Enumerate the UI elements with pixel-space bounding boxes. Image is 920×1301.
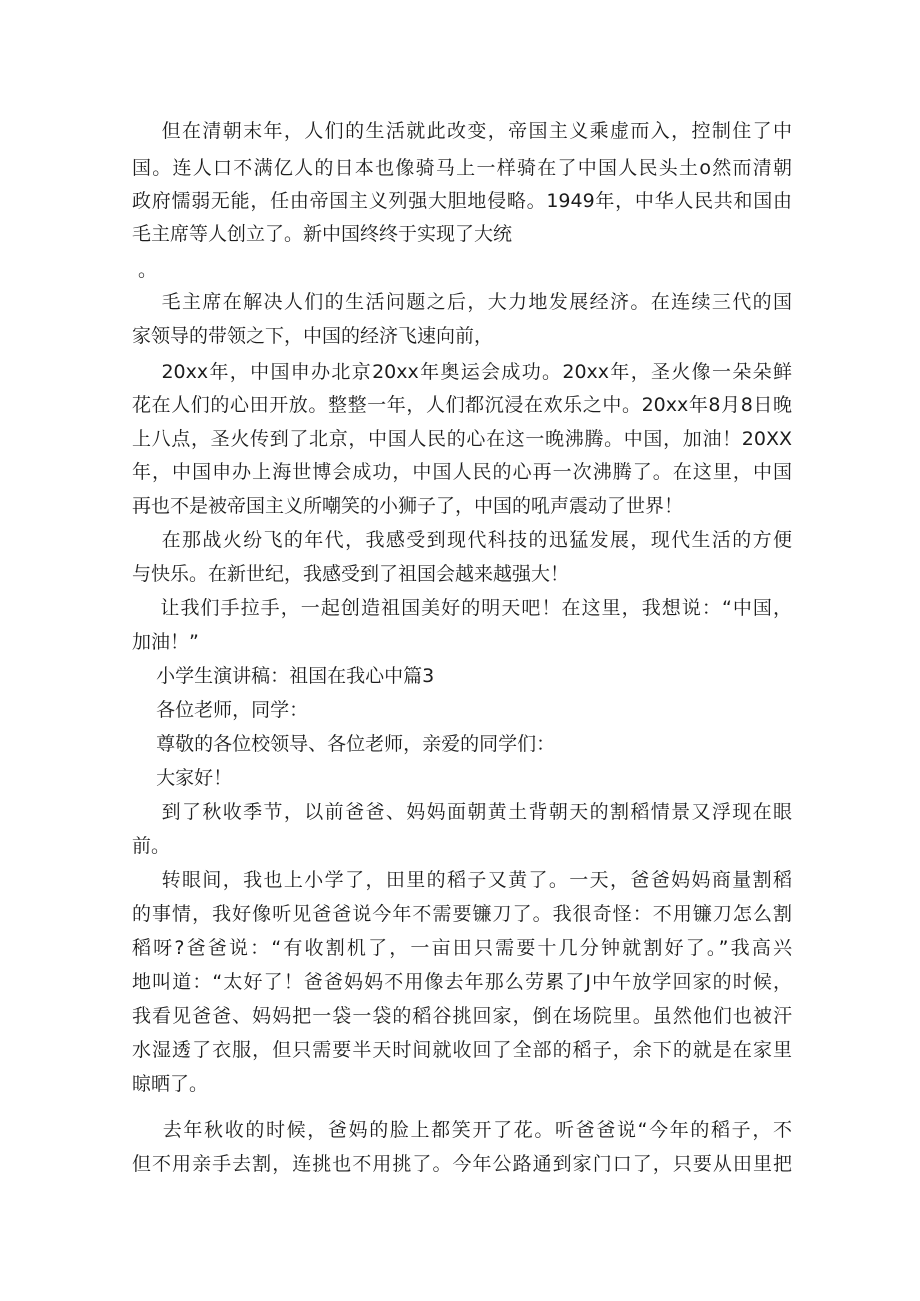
text-line: 前。 bbox=[132, 835, 171, 857]
text-line: 20xx年，中国申办北京20xx年奥运会成功。20xx年，圣火像一朵朵鲜 bbox=[132, 361, 792, 383]
text-line: 转眼间，我也上小学了，田里的稻子又黄了。一天，爸爸妈妈商量割稻 bbox=[132, 869, 792, 891]
text-line: 稻呀?爸爸说：“有收割机了，一亩田只需要十几分钟就割好了。”我高兴 bbox=[132, 937, 792, 959]
text-line: 与快乐。在新世纪，我感受到了祖国会越来越强大！ bbox=[132, 563, 570, 585]
text-line: 但不用亲手去割，连挑也不用挑了。今年公路通到家门口了，只要从田里把 bbox=[132, 1153, 792, 1175]
text-line: 各位老师，同学： bbox=[132, 699, 309, 721]
text-line: 再也不是被帝国主义所嘲笑的小狮子了，中国的吼声震动了世界！ bbox=[132, 495, 684, 517]
section-heading: 小学生演讲稿：祖国在我心中篇3 bbox=[132, 665, 435, 687]
text-line: 家领导的带领之下，中国的经济飞速向前， bbox=[132, 325, 494, 347]
text-line: 的事情，我好像听见爸爸说今年不需要镰刀了。我很奇怪：不用镰刀怎么割 bbox=[132, 903, 792, 925]
text-line: 去年秋收的时候，爸妈的脸上都笑开了花。听爸爸说“今年的稻子，不 bbox=[132, 1119, 792, 1141]
text-line: 地叫道：“太好了！爸爸妈妈不用像去年那么劳累了J中午放学回家的时候， bbox=[132, 971, 792, 993]
text-line: 到了秋收季节，以前爸爸、妈妈面朝黄土背朝天的割稻情景又浮现在眼 bbox=[132, 801, 792, 823]
text-line: 。 bbox=[132, 259, 158, 281]
text-line: 但在清朝末年，人们的生活就此改变，帝国主义乘虚而入，控制住了中 bbox=[132, 120, 792, 142]
text-line: 政府懦弱无能，任由帝国主义列强大胆地侵略。1949年，中华人民共和国由 bbox=[132, 190, 792, 212]
text-line: 毛主席在解决人们的生活问题之后，大力地发展经济。在连续三代的国 bbox=[132, 291, 792, 313]
text-line: 水湿透了衣服，但只需要半天时间就收回了全部的稻子，余下的就是在家里 bbox=[132, 1039, 792, 1061]
text-line: 大家好！ bbox=[132, 767, 233, 789]
text-line: 年，中国申办上海世博会成功，中国人民的心再一次沸腾了。在这里，中国 bbox=[132, 461, 792, 483]
text-line: 尊敬的各位校领导、各位老师，亲爱的同学们： bbox=[132, 733, 556, 755]
text-line: 花在人们的心田开放。整整一年，人们都沉浸在欢乐之中。20xx年8月8日晚 bbox=[132, 394, 792, 416]
text-line: 国。连人口不满亿人的日本也像骑马上一样骑在了中国人民头土o然而清朝 bbox=[132, 157, 792, 179]
text-line: 晾晒了。 bbox=[132, 1073, 209, 1095]
text-line: 毛主席等人创立了。新中国终终于实现了大统 bbox=[132, 223, 513, 245]
text-line: 让我们手拉手，一起创造祖国美好的明天吧！在这里，我想说：“中国， bbox=[132, 597, 792, 619]
text-line: 加油！” bbox=[132, 631, 199, 653]
text-line: 在那战火纷飞的年代，我感受到现代科技的迅猛发展，现代生活的方便 bbox=[132, 529, 792, 551]
text-line: 我看见爸爸、妈妈把一袋一袋的稻谷挑回家，倒在场院里。虽然他们也被汗 bbox=[132, 1005, 792, 1027]
text-line: 上八点，圣火传到了北京，中国人民的心在这一晚沸腾。中国，加油！20XX bbox=[132, 428, 792, 450]
